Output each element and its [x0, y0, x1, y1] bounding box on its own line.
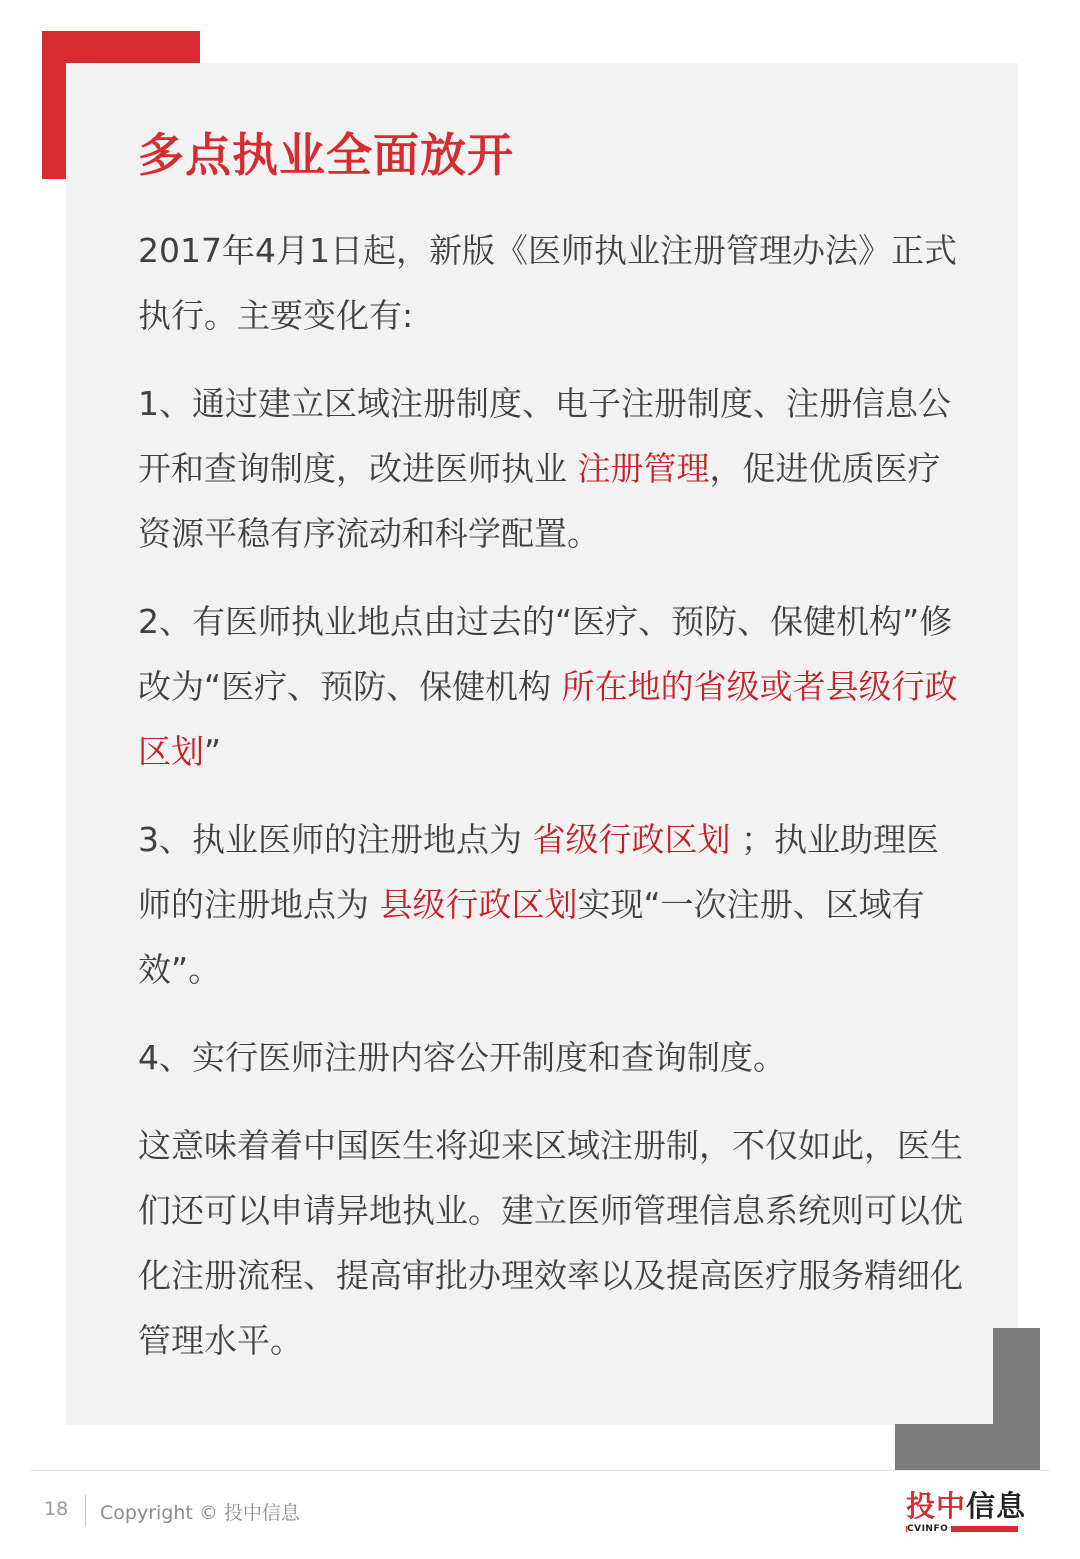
point-3-text-a: 3、执业医师的注册地点为	[138, 820, 533, 859]
point-3-text-b: ；执业助理医师的注册地点为	[138, 820, 939, 924]
point-2-text-b: ”	[204, 732, 222, 771]
cvinfo-logo	[906, 1489, 1027, 1535]
point-1-highlight: 注册管理	[577, 449, 710, 488]
point-3-paragraph	[138, 807, 968, 1002]
point-4-paragraph: 4、实行医师注册内容公开制度和查询制度。	[138, 1038, 786, 1077]
point-3-highlight-2: 县级行政区划	[379, 885, 578, 924]
copyright-text: Copyright © 投中信息	[100, 1502, 300, 1524]
logo-part-1: 投中	[906, 1489, 967, 1523]
point-3-highlight-1: 省级行政区划	[532, 820, 731, 859]
logo-subtitle: CVINFO	[907, 1523, 951, 1535]
logo-wordmark	[906, 1489, 1026, 1523]
page-number: 18	[44, 1498, 69, 1520]
point-2-text-a: 2、有医师执业地点由过去的“医疗、预防、保健机构”修改为“医疗、预防、保健机构	[138, 602, 953, 706]
footer-separator	[85, 1495, 86, 1527]
page-title: 多点执业全面放开	[138, 128, 514, 182]
point-1-paragraph	[138, 371, 968, 566]
conclusion-paragraph: 这意味着着中国医生将迎来区域注册制，不仅如此，医生们还可以申请异地执业。建立医师管理信息系统则可以优化注册流程、提高审批办理效率以及提高医疗服务精细化管理水平。	[138, 1126, 963, 1360]
footer-divider-line	[30, 1470, 1050, 1471]
intro-paragraph: 2017年4月1日起，新版《医师执业注册管理办法》正式执行。主要变化有:	[138, 231, 957, 335]
corner-decoration-bottom-horizontal	[895, 1424, 1040, 1471]
point-3-text-c: 实现“一次注册、区域有效”。	[138, 885, 925, 989]
logo-part-2: 信息	[966, 1489, 1027, 1523]
article-body	[138, 218, 968, 1396]
point-1-text-b: ，促进优质医疗资源平稳有序流动和科学配置。	[138, 449, 941, 553]
point-2-paragraph	[138, 589, 968, 784]
point-2-highlight: 所在地的省级或者县级行政区划	[138, 667, 958, 771]
point-1-text-a: 1、通过建立区域注册制度、电子注册制度、注册信息公开和查询制度，改进医师执业	[138, 384, 951, 488]
